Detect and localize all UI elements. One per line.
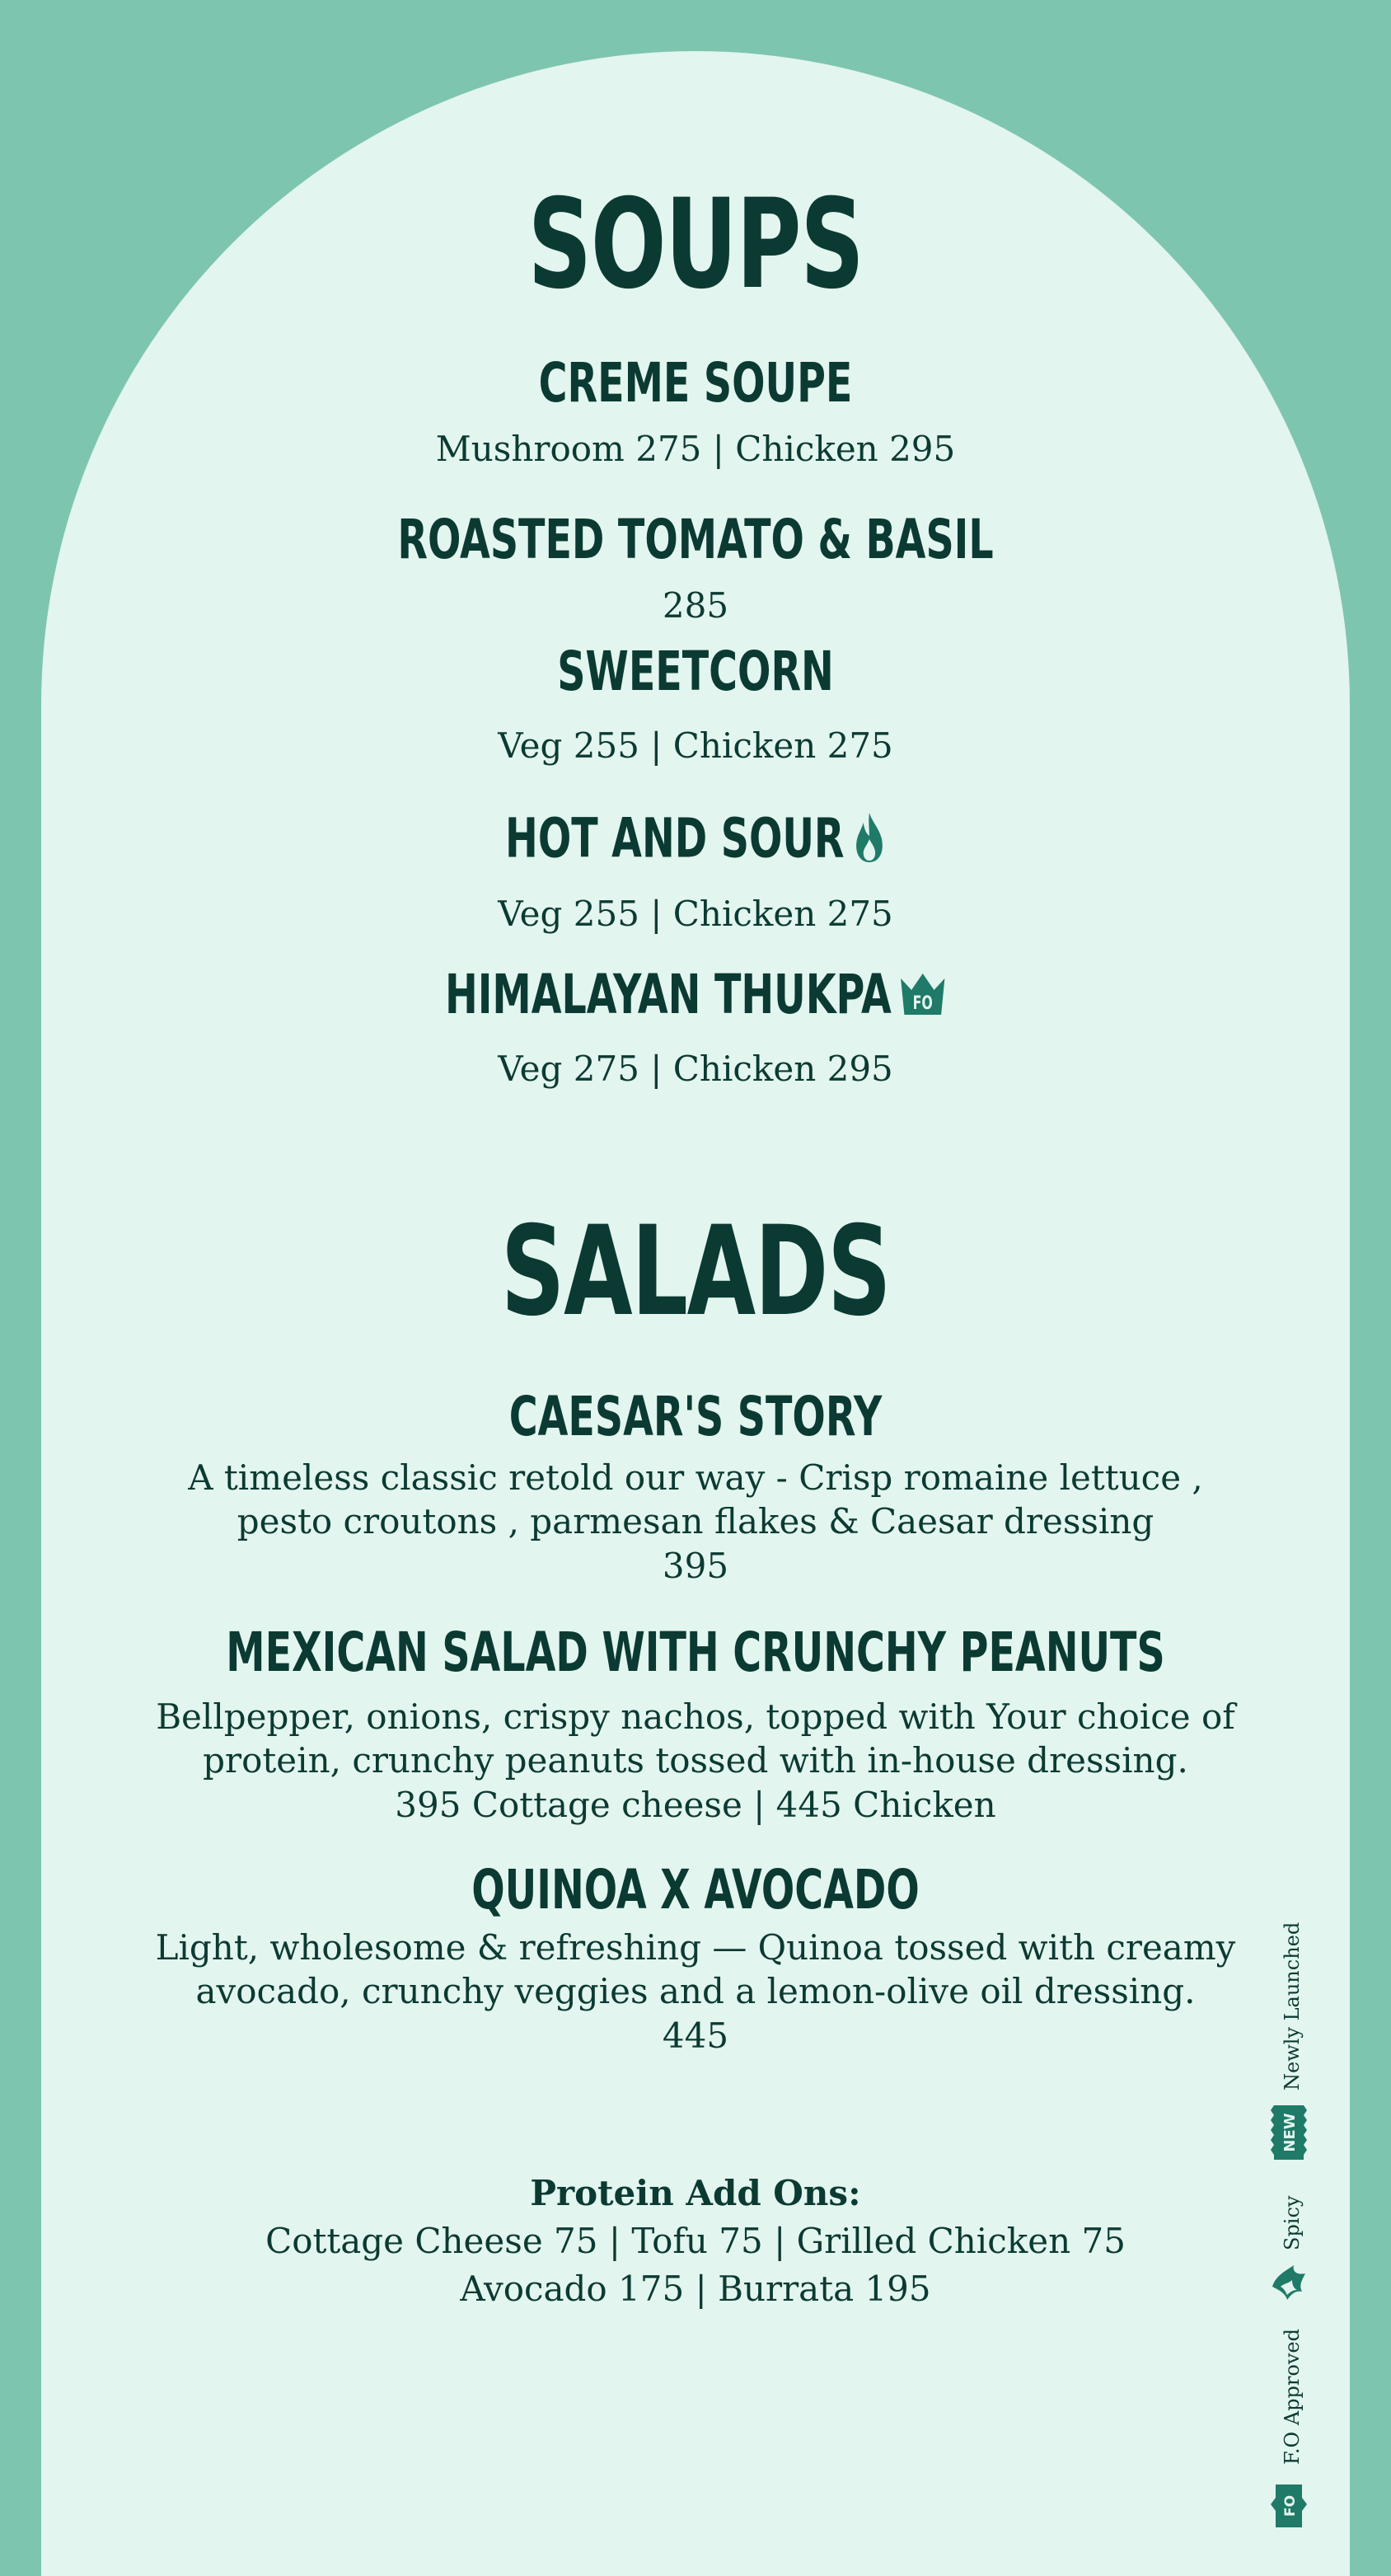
salad-item-description: Bellpepper, onions, crispy nachos, topped with Your choice of [156,1696,1235,1737]
salad-item-name: QUINOA X AVOCADO [471,1858,920,1921]
spicy-flame-icon [853,811,886,873]
salad-item-description: Light, wholesome & refreshing — Quinoa tossed with creamy [155,1927,1236,1968]
soup-item-name: HOT AND SOUR [505,806,845,870]
protein-addons-line: Avocado 175 | Burrata 195 [460,2269,931,2309]
legend-fo-approved-label: F.O Approved [1281,2329,1304,2465]
fo-approved-icon [900,970,946,1025]
salad-item-price: 445 [662,2015,729,2056]
salads-heading: SALADS [500,1200,891,1344]
soup-item-name: SWEETCORN [557,640,834,703]
soup-item-himalayan-thukpa [194,963,1196,1026]
soup-item-hot-and-sour [194,806,1196,873]
soup-item-detail: Mushroom 275 | Chicken 295 [435,429,956,469]
soup-item-name: CREME SOUPE [538,351,853,415]
svg-text:NEW: NEW [1281,2113,1299,2152]
fo-approved-icon [1269,2483,1318,2532]
soup-item-detail: Veg 255 | Chicken 275 [498,894,893,934]
legend-spicy-label: Spicy [1281,2195,1304,2250]
salad-item-name: CAESAR'S STORY [508,1385,883,1448]
new-badge-icon [1269,2104,1318,2165]
soup-item-detail: Veg 275 | Chicken 295 [498,1049,893,1089]
svg-text:FO: FO [912,992,934,1015]
protein-addons-line: Cottage Cheese 75 | Tofu 75 | Grilled Chicken 75 [265,2221,1126,2261]
soups-heading: SOUPS [527,173,864,317]
salad-item-price: 395 Cottage cheese | 445 Chicken [395,1785,996,1825]
soup-item-name: ROASTED TOMATO & BASIL [397,508,994,571]
salad-item-price: 395 [662,1546,729,1586]
soup-item-name: HIMALAYAN THUKPA [444,963,892,1026]
soup-item-detail: Veg 255 | Chicken 275 [498,725,893,766]
salad-item-description: pesto croutons , parmesan flakes & Caesar dressing [237,1501,1154,1541]
salad-item-name: MEXICAN SALAD WITH CRUNCHY PEANUTS [226,1621,1165,1684]
svg-text:FO: FO [1282,2494,1299,2517]
salad-item-description: A timeless classic retold our way - Crisp romaine lettuce , [188,1457,1203,1498]
salad-item-description: avocado, crunchy veggies and a lemon-olive oil dressing. [195,1971,1196,2011]
salad-item-description: protein, crunchy peanuts tossed with in-house dressing. [203,1740,1188,1781]
spicy-flame-icon [1269,2262,1318,2305]
soup-item-detail: 285 [662,585,729,626]
legend-newly-launched-label: Newly Launched [1281,1921,1304,2090]
protein-addons-title: Protein Add Ons: [530,2173,861,2213]
icon-legend [1269,1921,1318,2531]
